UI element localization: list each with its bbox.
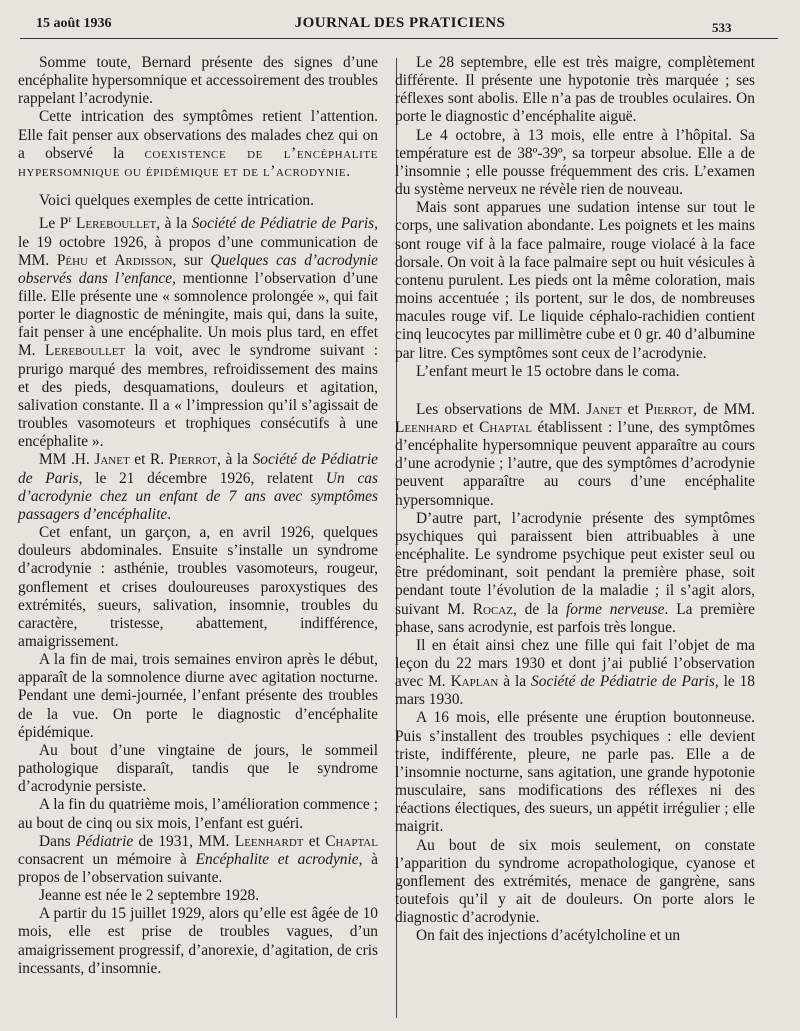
author-name: Péhu: [56, 251, 88, 269]
paragraph: Voici quelques exemples de cette intrication.: [39, 192, 314, 210]
author-name: Pierrot: [168, 451, 217, 469]
journal-title: JOURNAL DES PRATICIENS: [294, 15, 506, 31]
author-name: Leenhardt: [234, 832, 304, 850]
author-name: Janet: [586, 400, 622, 418]
paragraph: Le $P^r$ Lereboullet, à la Société de Pédiatrie de Paris, le 19 octobre 1926, à propos d’une communication de MM. Péhu et Ardisson, sur Quelques cas d’acrodynie observés dans l’enfance, mentionne l’observation d’une fille. Elle présente une « somnolence prolongée », qui fait porter le diagnostic de méningite, mais qui, dans la suite, fait penser à une encéphalite. Un mois plus tard, en effet M. Lereboullet la voit, avec le syndrome suivant : prurigo marqué des membres, refroidissement des mains et des pieds, desquamations, douleurs et agitation, salivation constante. Il a « l’impression qu’il s’agissait de troubles vasomoteurs et trophiques consécutifs à une encéphalite ».: [18, 214, 379, 451]
paragraph: D’autre part, l’acrodynie présente des symptômes psychiques qui paraissent bien attribuables à une encéphalite. Le syndrome psychique peut exister seul ou être prédominant, soit pendant la première phase, soit pendant toute l’évolution de la maladie ; il s’agit alors, suivant M. Rocaz, de la forme nerveuse. La première phase, sans acrodynie, est parfois très longue.: [395, 509, 755, 636]
page-header: [0, 0, 800, 40]
author-name: Lereboullet: [44, 342, 126, 360]
paragraph: Il en était ainsi chez une fille qui fait l’objet de ma leçon du 22 mars 1930 et dont j’ai publié l’observation avec M. Kaplan à la Société de Pédiatrie de Paris, le 18 mars 1930.: [395, 636, 756, 709]
author-name: Janet: [94, 451, 130, 469]
paragraph: Au bout d’une vingtaine de jours, le sommeil pathologique disparaît, tandis que le syndrome d’acrodynie persiste.: [18, 741, 378, 796]
paragraph: Cette intrication des symptômes retient l’attention. Elle fait penser aux observations des malades chez qui on a observé la coexistence de l’encéphalite hypersomnique ou épidémique et de l’acrodynie.: [18, 108, 378, 180]
paragraph: A partir du 15 juillet 1929, alors qu’elle est âgée de 10 mois, elle est prise de troubles vagues, d’un amaigrissement progressif, d’anorexie, d’agitation, de cris incessants, d’insomnie.: [18, 905, 378, 977]
paragraph: A la fin de mai, trois semaines environ après le début, apparaît de la somnolence diurne avec agitation nocturne. Pendant une demi-journée, l’enfant présente des troubles de la vue. On porte le diagnostic d’encéphalite épidémique.: [18, 651, 378, 741]
right-column: [395, 54, 755, 946]
paragraph: Jeanne est née le 2 septembre 1928.: [39, 887, 260, 905]
paragraph: Le 4 octobre, à 13 mois, elle entre à l’hôpital. Sa température est de 38º-39º, sa torpeur absolue. Elle a de l’insomnie ; elle pousse fréquemment des cris. L’examen du système nerveux ne révèle rien de nouveau.: [395, 126, 755, 199]
author-name: Rocaz: [472, 600, 513, 618]
paragraph: Les observations de MM. Janet et Pierrot, de MM. Leenhard et Chaptal établissent : l’une, des symptômes d’encéphalite hypersomnique peuvent apparaître au cours d’une acrodynie ; l’autre, que des symptômes d’acrodynie peuvent apparaître au cours d’une encéphalite hypersomnique.: [395, 400, 755, 509]
paragraph: Cet enfant, un garçon, a, en avril 1926, quelques douleurs abdominales. Ensuite s’installe un syndrome d’acrodynie : asthénie, troubles vasomoteurs, rougeur, gonflement et crises douloureuses paroxystiques des extrémités, sueurs, salivation, insomnie, troubles du caractère, tristesse, abattement, indifférence, amaigrissement.: [18, 524, 378, 650]
left-column: [18, 54, 378, 978]
paragraph: A la fin du quatrième mois, l’amélioration commence ; au bout de cinq ou six mois, l’enfant est guéri.: [18, 796, 378, 832]
paragraph: Au bout de six mois seulement, on constate l’apparition du syndrome acropathologique, cyanose et gonflement des extrémités, menace de gangrène, sans toutefois qu’il y ait de douleurs. On porte alors le diagnostic d’acrodynie.: [395, 836, 755, 927]
author-name: Lereboullet: [75, 215, 157, 233]
paragraph: MM .H. Janet et R. Pierrot, à la Société de Pédiatrie de Paris, le 21 décembre 1926, relatent Un cas d’acrodynie chez un enfant de 7 ans avec symptômes passagers d’encéphalite.: [18, 451, 379, 523]
paragraph: Le 28 septembre, elle est très maigre, complètement différente. Il présente une hypotonie très marquée ; ses réflexes sont abolis. Elle n’a pas de troubles oculaires. On porte le diagnostic d’encéphalite aiguë.: [395, 54, 755, 126]
paragraph: Mais sont apparues une sudation intense sur tout le corps, une salivation abondante. Les poignets et les mains sont rouge vif à la face palmaire, rouge violacé à la face dorsale. On voit à la face palmaire sept ou huit vésicules à contenu purulent. Les pieds ont la même coloration, mais moins accentuée ; ils portent, sur le dos, de nombreuses macules rouge vif. Le liquide céphalo-rachidien contient cinq leucocytes par millimètre cube et 0 gr. 40 d’albumine par litre. Ces symptômes sont ceux de l’acrodynie.: [395, 199, 755, 362]
emphasis-smallcaps: coexistence de l’encéphalite hypersomnique ou épidémique et de l’acrodynie: [18, 144, 378, 180]
paragraph: On fait des injections d’acétylcholine et un: [416, 927, 681, 945]
paragraph: L’enfant meurt le 15 octobre dans le coma.: [416, 362, 680, 380]
author-name: Pierrot: [644, 400, 694, 418]
paragraph: A 16 mois, elle présente une éruption boutonneuse. Puis s’installent des troubles psychiques : elle devient triste, indifférente, pleure, ne parle pas. Elle a de l’insomnie nocturne, sans agitation, une grande hypotonie musculaire, sans modifications des réflexes ni des réactions électiques, des sueurs, un appétit irrégulier ; elle maigrit.: [395, 709, 755, 836]
issue-date: 15 août 1936: [36, 16, 112, 31]
page-number: 533: [712, 20, 732, 35]
author-name: Kaplan: [450, 673, 499, 691]
header-rule: [20, 38, 778, 39]
author-name: Chaptal: [325, 832, 378, 850]
author-name: Ardisson: [114, 251, 173, 269]
paragraph: Dans Pédiatrie de 1931, MM. Leenhardt et Chaptal consacrent un mémoire à Encéphalite et acrodynie, à propos de l’observation suivante.: [18, 832, 379, 886]
author-name: Chaptal: [479, 418, 532, 436]
author-name: Leenhard: [395, 418, 457, 436]
paragraph: Somme toute, Bernard présente des signes d’une encéphalite hypersomnique et accessoirement des troubles rappelant l’acrodynie.: [18, 54, 378, 108]
